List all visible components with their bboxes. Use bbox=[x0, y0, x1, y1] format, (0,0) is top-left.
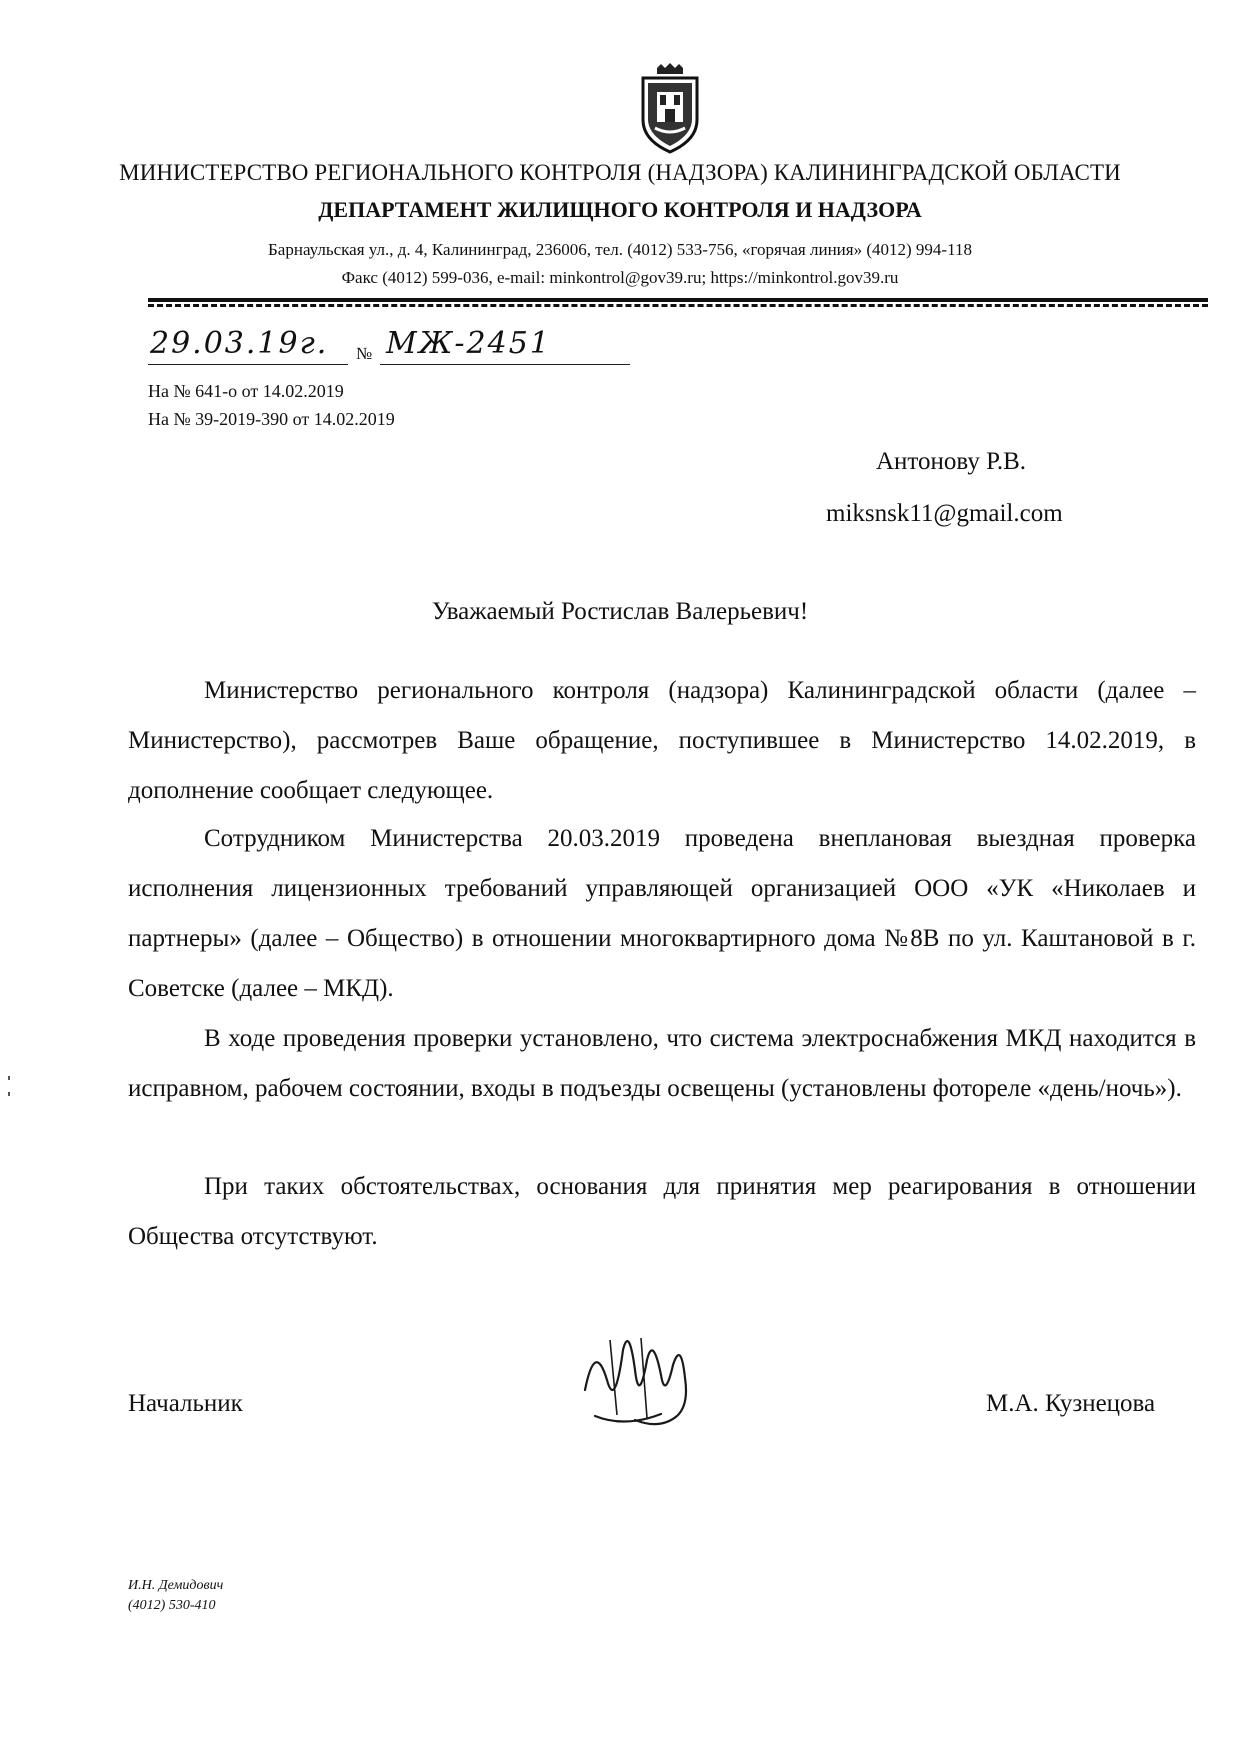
addressee-name: Антонову Р.В. bbox=[876, 448, 1027, 475]
department-name: ДЕПАРТАМЕНТ ЖИЛИЩНОГО КОНТРОЛЯ И НАДЗОРА bbox=[318, 197, 922, 222]
body-paragraph: При таких обстоятельствах, основания для принятия мер реагирования в отношении Общества отсутствуют. bbox=[128, 1173, 1196, 1250]
registration-date: 29.03.19г. bbox=[150, 326, 329, 361]
signer-name: М.А. Кузнецова bbox=[986, 1390, 1156, 1417]
reference-line: На № 641-о от 14.02.2019 bbox=[148, 381, 344, 401]
handwritten-signature bbox=[565, 1320, 715, 1440]
scan-mark bbox=[8, 1092, 10, 1096]
body-paragraph: Министерство регионального контроля (надзора) Калининградской области (далее – Министерство), рассмотрев Ваше обращение, поступившее в Министерство 14.02.2019, в дополнение сообщает следующее. bbox=[128, 677, 1196, 804]
signer-position: Начальник bbox=[128, 1390, 243, 1417]
executor-name: И.Н. Демидович bbox=[128, 1578, 224, 1593]
letterhead-address: Барнаульская ул., д. 4, Калининград, 236006, тел. (4012) 533-756, «горячая линия» (4012) 994-118 bbox=[268, 240, 972, 259]
header-rule bbox=[148, 298, 1208, 302]
header-rule-dashed bbox=[148, 304, 1208, 307]
addressee-email: miksnsk11@gmail.com bbox=[826, 500, 1063, 527]
scan-mark bbox=[8, 1076, 10, 1080]
body-paragraph: Сотрудником Министерства 20.03.2019 проведена внеплановая выездная проверка исполнения лицензионных требований управляющей организацией ООО «УК «Николаев и партнеры» (далее – Общество) в отношении многоквартирного дома №8В по ул. Каштановой в г. Советске (далее – МКД). bbox=[128, 825, 1196, 1002]
salutation: Уважаемый Ростислав Валерьевич! bbox=[431, 598, 809, 625]
number-sign: № bbox=[356, 344, 373, 363]
registration-number: МЖ-2451 bbox=[386, 326, 551, 361]
letterhead-contacts: Факс (4012) 599-036, e-mail: minkontrol@gov39.ru; https://minkontrol.gov39.ru bbox=[341, 268, 899, 287]
coat-of-arms-icon bbox=[635, 62, 705, 154]
reference-line: На № 39-2019-390 от 14.02.2019 bbox=[148, 409, 395, 429]
ministry-name: МИНИСТЕРСТВО РЕГИОНАЛЬНОГО КОНТРОЛЯ (НАДЗОРА) КАЛИНИНГРАДСКОЙ ОБЛАСТИ bbox=[119, 160, 1121, 185]
body-paragraph: В ходе проведения проверки установлено, что система электроснабжения МКД находится в исправном, рабочем состоянии, входы в подъезды освещены (установлены фотореле «день/ночь»). bbox=[128, 1025, 1196, 1102]
executor-phone: (4012) 530-410 bbox=[128, 1598, 216, 1613]
